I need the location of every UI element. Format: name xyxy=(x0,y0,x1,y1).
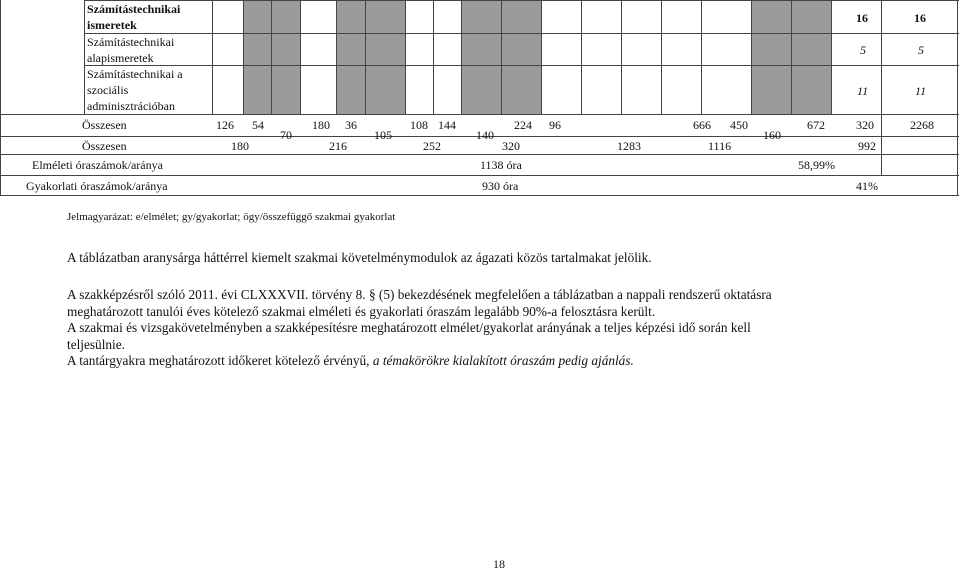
value-cell: 140 xyxy=(476,128,494,142)
subject-total: 16 xyxy=(914,11,926,25)
hours-cell: 1138 óra xyxy=(480,158,522,172)
value-cell: 144 xyxy=(438,118,456,132)
value-cell: 108 xyxy=(410,118,428,132)
note-highlight: A táblázatban aranysárga háttérrel kiemelt szakmai követelménymodulok az ágazati közös tartalmakat jelölik. xyxy=(67,250,652,265)
value-cell: 1116 xyxy=(708,139,732,153)
paragraph-text: A tantárgyakra meghatározott időkeret kötelező érvényű, xyxy=(67,353,370,368)
paragraph-line: A szakmai és vizsgakövetelményben a szakképesítésre meghatározott elmélet/gyakorlat arányának a teljes képzési idő során kell xyxy=(67,320,751,335)
value-cell: 666 xyxy=(693,118,711,132)
value-cell: 2268 xyxy=(910,118,934,132)
legend-text: Jelmagyarázat: e/elmélet; gy/gyakorlat; ögy/összefüggő szakmai gyakorlat xyxy=(67,211,396,223)
page-number: 18 xyxy=(493,557,505,571)
row-label-osszesen: Összesen xyxy=(82,118,127,132)
row-label-elmeleti: Elméleti óraszámok/aránya xyxy=(32,158,163,172)
value-cell: 36 xyxy=(345,118,357,132)
ratio-cell: 41% xyxy=(856,179,878,193)
subject-total: 11 xyxy=(915,84,927,98)
paragraph-line xyxy=(67,353,897,370)
shaded-column xyxy=(272,0,300,114)
row-label-osszesen: Összesen xyxy=(82,139,127,153)
value-cell: 1283 xyxy=(617,139,641,153)
subject-name: Számítástechnikai a szociális adminisztrációban xyxy=(87,67,183,113)
shaded-column xyxy=(752,0,792,114)
value-cell: 252 xyxy=(423,139,441,153)
row-label-gyakorlati: Gyakorlati óraszámok/aránya xyxy=(26,179,168,193)
value-cell: 96 xyxy=(549,118,561,132)
ratio-cell: 58,99% xyxy=(798,158,835,172)
subject-name: Számítástechnikai alapismeretek xyxy=(87,35,175,65)
paragraph-line: meghatározott tanulói éves kötelező szakmai elméleti és gyakorlati óraszám legalább 90%-a felosztásra került. xyxy=(67,303,656,319)
curriculum-table xyxy=(0,0,959,196)
subject-total: 11 xyxy=(857,84,869,98)
paragraph-line: teljesülnie. xyxy=(67,336,125,352)
value-cell: 180 xyxy=(231,139,249,153)
value-cell: 672 xyxy=(807,118,825,132)
value-cell: 54 xyxy=(252,118,264,132)
value-cell: 180 xyxy=(312,118,330,132)
subject-name: Számítástechnikai ismeretek xyxy=(87,2,181,32)
value-cell: 224 xyxy=(514,118,532,132)
paragraph-line: A szakképzésről szóló 2011. évi CLXXXVII. törvény 8. § (5) bekezdésének megfelelően a táblázatban a nappali rendszerű oktatásra xyxy=(67,287,772,302)
subject-total: 5 xyxy=(860,43,866,57)
value-cell: 70 xyxy=(280,128,292,142)
value-cell: 450 xyxy=(730,118,748,132)
shaded-column xyxy=(337,0,365,114)
shaded-column xyxy=(792,0,832,114)
shaded-column xyxy=(366,0,405,114)
paragraph-italic-text: a témakörökre kialakított óraszám pedig ajánlás. xyxy=(372,353,634,368)
shaded-column xyxy=(502,0,542,114)
body-paragraph xyxy=(67,287,897,370)
subject-total: 16 xyxy=(856,11,868,25)
value-cell: 216 xyxy=(329,139,347,153)
value-cell: 160 xyxy=(763,128,781,142)
subject-total: 5 xyxy=(918,43,924,57)
value-cell: 992 xyxy=(858,139,876,153)
value-cell: 105 xyxy=(374,128,392,142)
hours-cell: 930 óra xyxy=(482,179,519,193)
shaded-column xyxy=(244,0,271,114)
value-cell: 320 xyxy=(502,139,520,153)
value-cell: 126 xyxy=(216,118,234,132)
shaded-column xyxy=(462,0,502,114)
value-cell: 320 xyxy=(856,118,874,132)
